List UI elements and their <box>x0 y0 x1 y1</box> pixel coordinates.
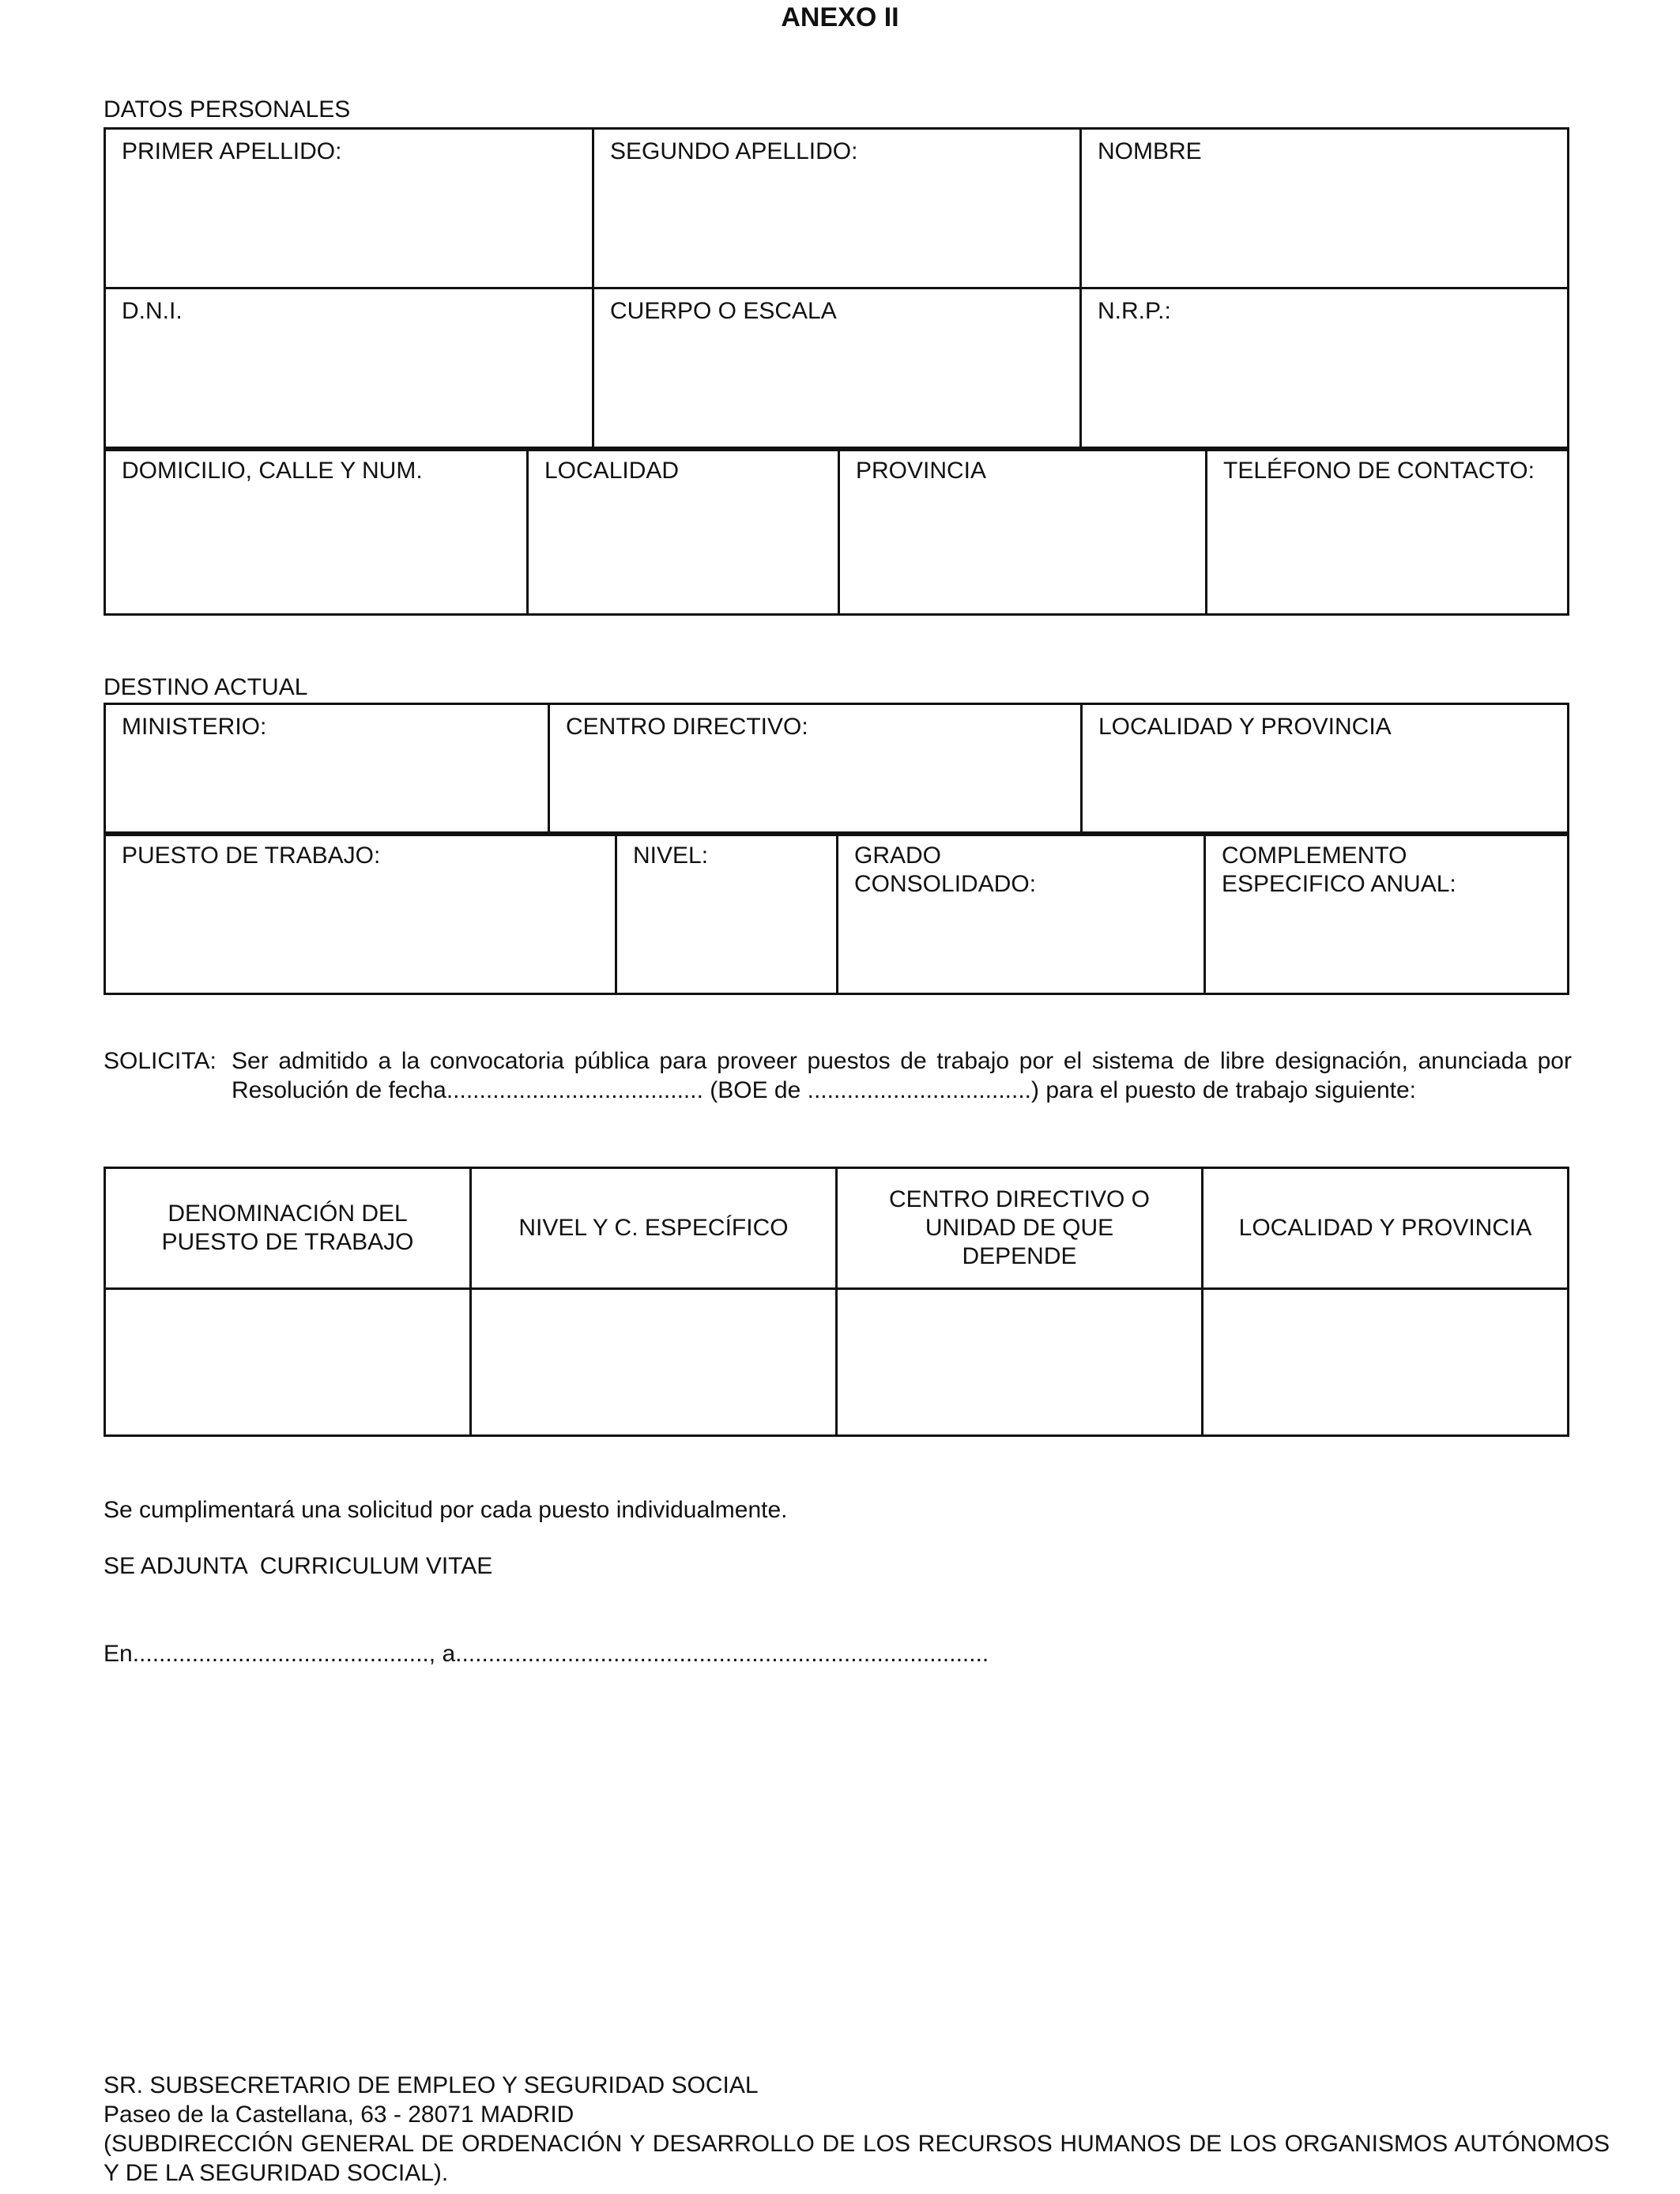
nivel-input-cell[interactable] <box>471 1289 837 1436</box>
localidad-provincia-input-cell[interactable] <box>1203 1289 1569 1436</box>
telefono-field[interactable]: TELÉFONO DE CONTACTO: <box>1207 448 1569 615</box>
footer-subdireccion: (SUBDIRECCIÓN GENERAL DE ORDENACIÓN Y DESARROLLO DE LOS RECURSOS HUMANOS DE LOS ORGANISMOS AUTÓNOMOS Y DE LA SEGURIDAD SOCIAL). <box>104 2131 1610 2186</box>
footer-address <box>104 2071 1610 2188</box>
place-date-line[interactable]: En............................................., a................................................................................. <box>104 1641 989 1667</box>
page-title: ANEXO II <box>781 2 899 32</box>
header-denominacion <box>105 1168 471 1289</box>
provincia-field[interactable]: PROVINCIA <box>839 448 1207 615</box>
puesto-solicitado-table <box>104 1167 1569 1437</box>
grado-consolidado-label: GRADO CONSOLIDADO: <box>854 843 1037 897</box>
individual-note: Se cumplimentará una solicitud por cada puesto individualmente. <box>104 1497 788 1523</box>
grado-consolidado-field[interactable] <box>838 833 1205 994</box>
solicita-text: Ser admitido a la convocatoria pública para proveer puestos de trabajo por el sistema de libre designación, anunciada por Resolución de fecha....................................... (BOE de ..................................) para el puesto de trabajo siguiente: <box>232 1048 1572 1103</box>
datos-personales-heading: DATOS PERSONALES <box>104 96 351 123</box>
footer-street: Paseo de la Castellana, 63 - 28071 MADRID <box>104 2102 574 2128</box>
nombre-field[interactable]: NOMBRE <box>1081 129 1569 288</box>
destino-actual-table-top <box>104 703 1569 836</box>
segundo-apellido-field[interactable]: SEGUNDO APELLIDO: <box>593 129 1081 288</box>
complemento-especifico-label: COMPLEMENTO ESPECIFICO ANUAL: <box>1222 843 1456 897</box>
footer-recipient: SR. SUBSECRETARIO DE EMPLEO Y SEGURIDAD SOCIAL <box>104 2072 759 2098</box>
centro-directivo-field[interactable]: CENTRO DIRECTIVO: <box>549 704 1082 835</box>
dni-field[interactable]: D.N.I. <box>105 288 593 450</box>
cuerpo-escala-field[interactable]: CUERPO O ESCALA <box>593 288 1081 450</box>
header-centro-directivo-label: CENTRO DIRECTIVO O UNIDAD DE QUE DEPENDE <box>888 1186 1150 1269</box>
nrp-field[interactable]: N.R.P.: <box>1081 288 1569 450</box>
puesto-trabajo-field[interactable]: PUESTO DE TRABAJO: <box>105 833 616 994</box>
header-centro-directivo <box>837 1168 1203 1289</box>
header-denominacion-label: DENOMINACIÓN DEL PUESTO DE TRABAJO <box>161 1201 414 1255</box>
complemento-especifico-field[interactable] <box>1205 833 1569 994</box>
nivel-field[interactable]: NIVEL: <box>616 833 838 994</box>
denominacion-input-cell[interactable] <box>105 1289 471 1436</box>
solicita-label: SOLICITA: <box>104 1048 217 1074</box>
ministerio-field[interactable]: MINISTERIO: <box>105 704 549 835</box>
domicilio-field[interactable]: DOMICILIO, CALLE Y NUM. <box>105 448 528 615</box>
destino-actual-table-bottom <box>104 831 1569 995</box>
header-nivel: NIVEL Y C. ESPECÍFICO <box>471 1168 837 1289</box>
curriculum-note: SE ADJUNTA CURRICULUM VITAE <box>104 1553 493 1579</box>
localidad-field[interactable]: LOCALIDAD <box>528 448 839 615</box>
destino-actual-heading: DESTINO ACTUAL <box>104 674 308 700</box>
primer-apellido-field[interactable]: PRIMER APELLIDO: <box>105 129 593 288</box>
datos-personales-table-bottom <box>104 447 1569 616</box>
centro-directivo-input-cell[interactable] <box>837 1289 1203 1436</box>
header-localidad-provincia: LOCALIDAD Y PROVINCIA <box>1203 1168 1569 1289</box>
datos-personales-table-top <box>104 127 1569 451</box>
localidad-provincia-field[interactable]: LOCALIDAD Y PROVINCIA <box>1082 704 1569 835</box>
